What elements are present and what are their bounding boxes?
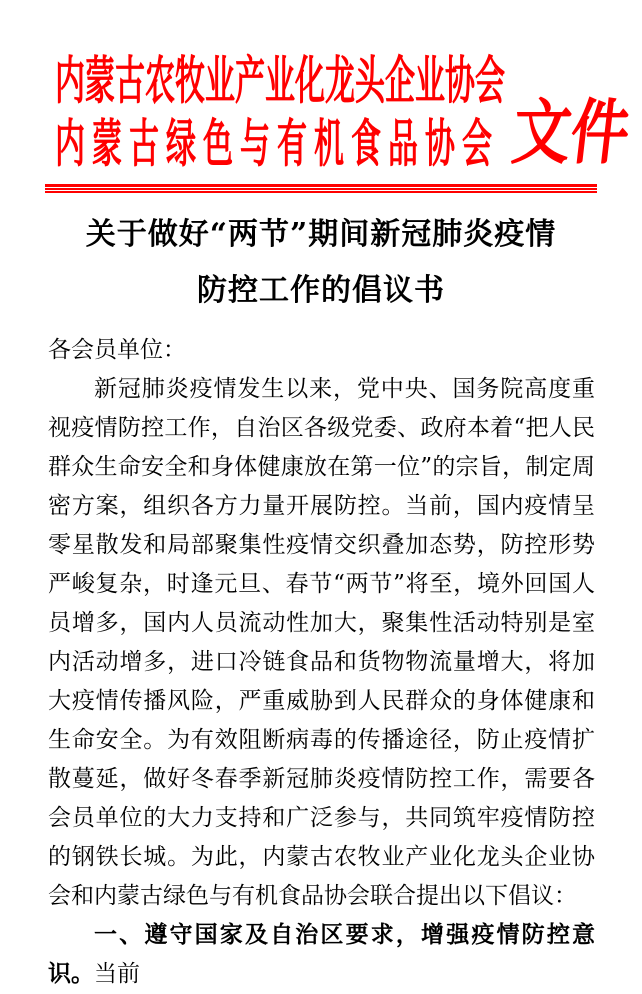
org-name-primary: 内蒙古农牧业产业化龙头企业协会 bbox=[55, 51, 505, 112]
proposal-item-1 bbox=[48, 916, 595, 994]
document-type-label: 文件 bbox=[508, 91, 634, 175]
document-body bbox=[48, 331, 595, 994]
body-paragraph: 新冠肺炎疫情发生以来，党中央、国务院高度重视疫情防控工作，自治区各级党委、政府本着“把人民群众生命安全和身体健康放在第一位”的宗旨，制定周密方案，组织各方力量开展防控。当前，国内疫情呈零星散发和局部聚集性疫情交织叠加态势，防控形势严峻复杂，时逢元旦、春节“两节”将至，境外回国人员增多，国内人员流动性加大，聚集性活动特别是室内活动增多，进口冷链食品和货物物流量增大，将加大疫情传播风险，严重威胁到人民群众的身体健康和生命安全。为有效阻断病毒的传播途径，防止疫情扩散蔓延，做好冬春季新冠肺炎疫情防控工作，需要各会员单位的大力支持和广泛参与，共同筑牢疫情防控的钢铁长城。为此，内蒙古农牧业产业化龙头企业协会和内蒙古绿色与有机食品协会联合提出以下倡议： bbox=[48, 376, 595, 909]
item-1-heading: 一、遵守国家及自治区要求，增强疫情防控意识。 bbox=[48, 922, 595, 987]
letterhead-org-names bbox=[55, 44, 507, 175]
document-title bbox=[0, 207, 642, 319]
org-name-primary-row bbox=[55, 44, 507, 112]
org-name-secondary: 内蒙古绿色与有机食品协会 bbox=[55, 114, 499, 175]
org-name-secondary-row bbox=[55, 107, 507, 175]
item-1-text: 当前 bbox=[94, 961, 140, 987]
title-line-1: 关于做好“两节”期间新冠肺炎疫情 bbox=[85, 217, 557, 252]
salutation: 各会员单位： bbox=[48, 337, 186, 363]
red-divider bbox=[45, 184, 597, 193]
letterhead bbox=[0, 0, 642, 175]
title-line-2: 防控工作的倡议书 bbox=[197, 273, 445, 308]
